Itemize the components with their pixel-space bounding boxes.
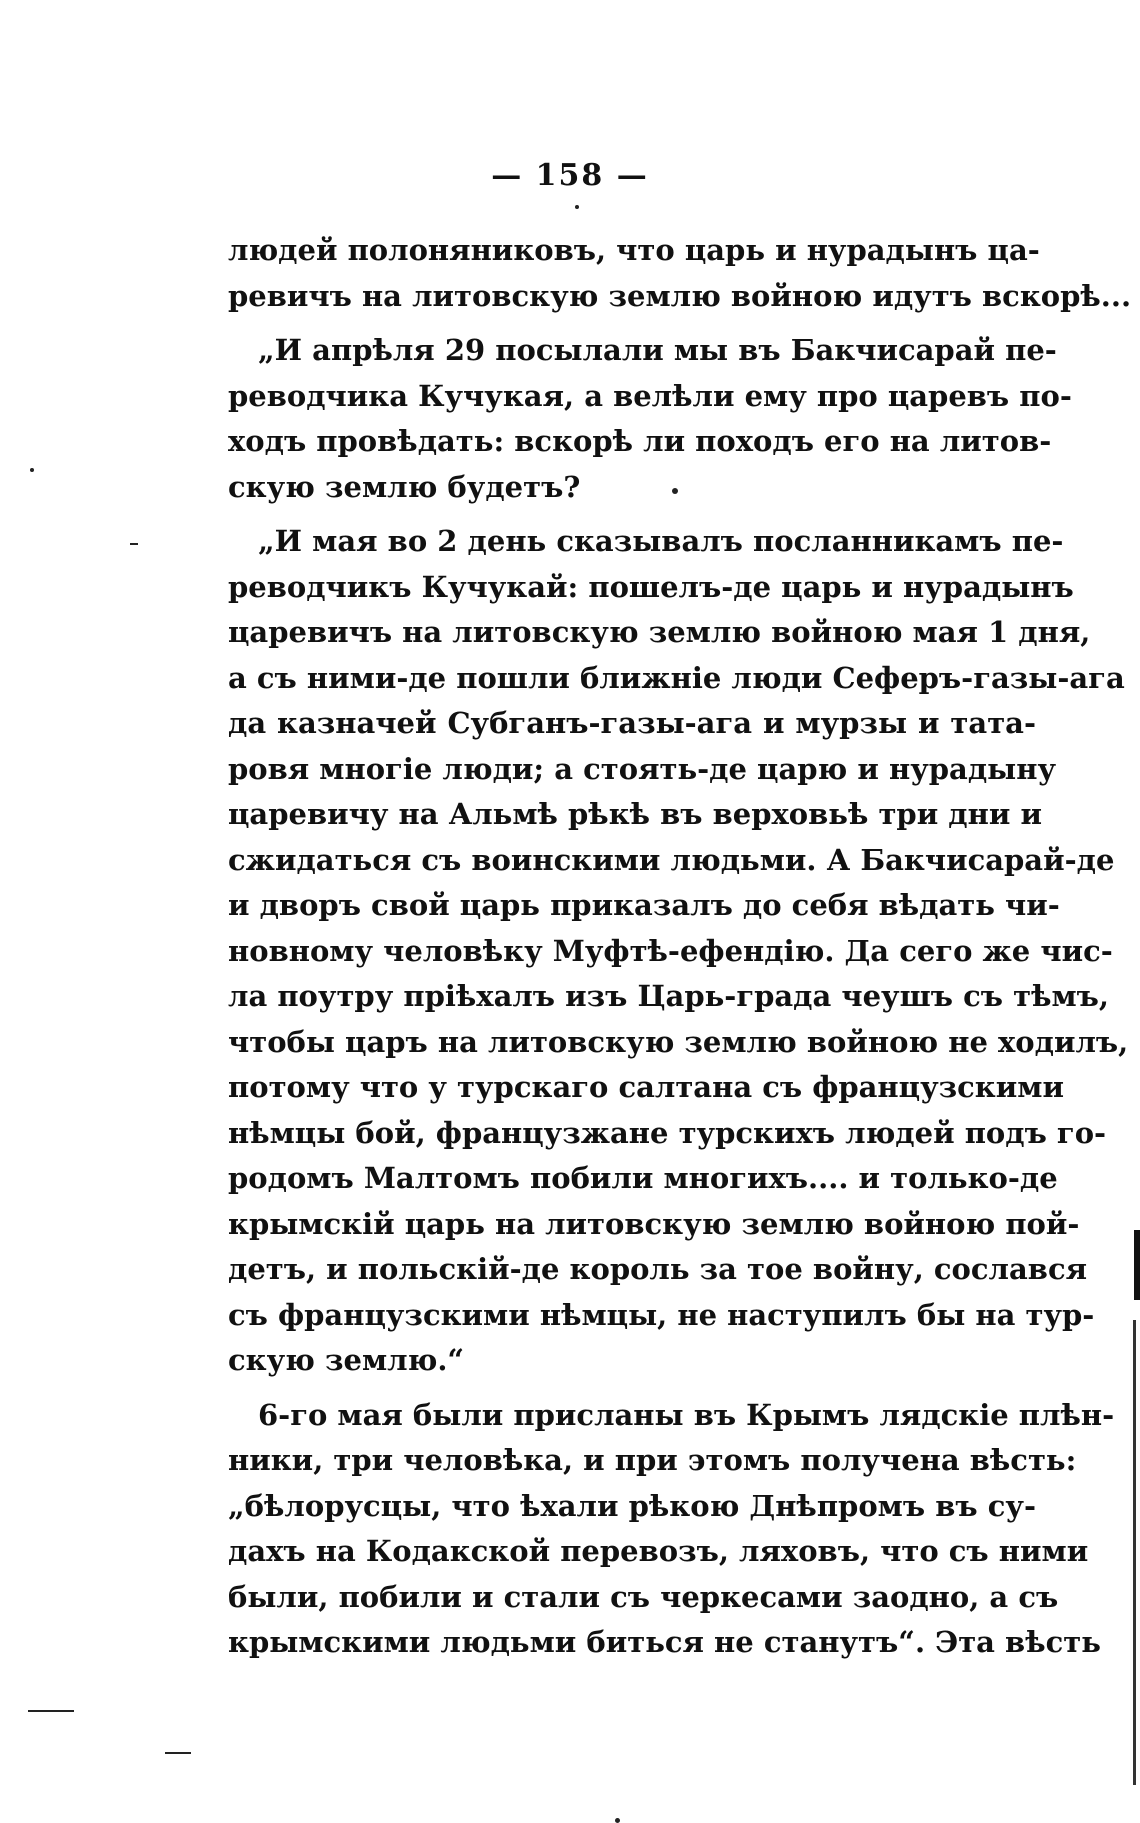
text-line: реводчикъ Кучукай: пошелъ-де царь и нурадынъ (228, 569, 1074, 604)
page-number: — 158 — (491, 158, 649, 193)
scan-speck (672, 488, 678, 494)
text-line: царевичъ на литовскую землю войною мая 1 дня, (228, 615, 1091, 649)
text-line: а съ ними-де пошли ближніе люди Сеферъ-газы-ага (228, 660, 1125, 695)
text-line: детъ, и польскій-де король за тое войну, сослався (228, 1252, 1088, 1286)
text-line: царевичу на Альмѣ рѣкѣ въ верховьѣ три дни и (228, 797, 1042, 831)
paragraph-3 (228, 519, 1129, 1384)
text-line: да казначей Субганъ-газы-ага и мурзы и тата- (228, 706, 1036, 740)
paragraph-1 (228, 228, 1132, 319)
scan-dash (28, 1710, 74, 1712)
text-line: скую землю.“ (228, 1343, 465, 1377)
text-line: реводчика Кучукая, а велѣли ему про царевъ по- (228, 378, 1072, 413)
text-line: крымскими людьми биться не станутъ“. Эта вѣсть (228, 1625, 1101, 1659)
text-line: нѣмцы бой, французжане турскихъ людей подъ го- (228, 1115, 1107, 1150)
text-line: скую землю будетъ? (228, 469, 581, 504)
text-line: потому что у турскаго салтана съ французскими (228, 1070, 1064, 1104)
scan-edge (1134, 1230, 1140, 1300)
text-line: ла поутру пріѣхалъ изъ Царь-града чеушъ съ тѣмъ, (228, 979, 1110, 1013)
text-line: „И мая во 2 день сказывалъ посланникамъ пе- (258, 524, 1064, 558)
text-line: чтобы царъ на литовскую землю войною не ходилъ, (228, 1024, 1129, 1059)
text-line: ходъ провѣдать: вскорѣ ли походъ его на литов- (228, 424, 1052, 458)
text-line: 6-го мая были присланы въ Крымъ лядскіе плѣн- (258, 1397, 1115, 1432)
text-line: ровя многіе люди; а стоять-де царю и нурадыну (228, 751, 1057, 786)
text-line: „бѣлорусцы, что ѣхали рѣкою Днѣпромъ въ су- (228, 1488, 1036, 1523)
text-line: „И апрѣля 29 посылали мы въ Бакчисарай пе- (258, 333, 1057, 367)
text-line: крымскій царь на литовскую землю войною пой- (228, 1206, 1080, 1241)
text-line: дахъ на Кодакской перевозъ, ляховъ, что съ ними (228, 1534, 1089, 1568)
scan-speck (575, 205, 579, 209)
paragraph-4 (228, 1393, 1115, 1666)
text-line: сжидаться съ воинскими людьми. А Бакчисарай-де (228, 842, 1115, 877)
scan-speck (130, 543, 138, 545)
text-line: были, побили и стали съ черкесами заодно, а съ (228, 1579, 1059, 1614)
scan-dash (165, 1752, 191, 1754)
text-line: новному человѣку Муфтѣ-ефендію. Да сего же чис- (228, 933, 1113, 968)
text-line: родомъ Малтомъ побили многихъ.... и только-де (228, 1161, 1058, 1195)
text-line: людей полоняниковъ, что царь и нурадынъ ца- (228, 233, 1040, 267)
paragraph-2 (228, 328, 1072, 510)
scan-speck (30, 468, 34, 472)
text-line: и дворъ свой царь приказалъ до себя вѣдать чи- (228, 888, 1060, 922)
text-line: ревичъ на литовскую землю войною идутъ вскорѣ... (228, 278, 1132, 313)
text-line: ники, три человѣка, и при этомъ получена вѣсть: (228, 1443, 1077, 1477)
scan-speck (615, 1818, 620, 1823)
text-line: съ французскими нѣмцы, не наступилъ бы на тур- (228, 1297, 1095, 1332)
body-text (228, 228, 1132, 1666)
scan-edge (1133, 1320, 1136, 1785)
